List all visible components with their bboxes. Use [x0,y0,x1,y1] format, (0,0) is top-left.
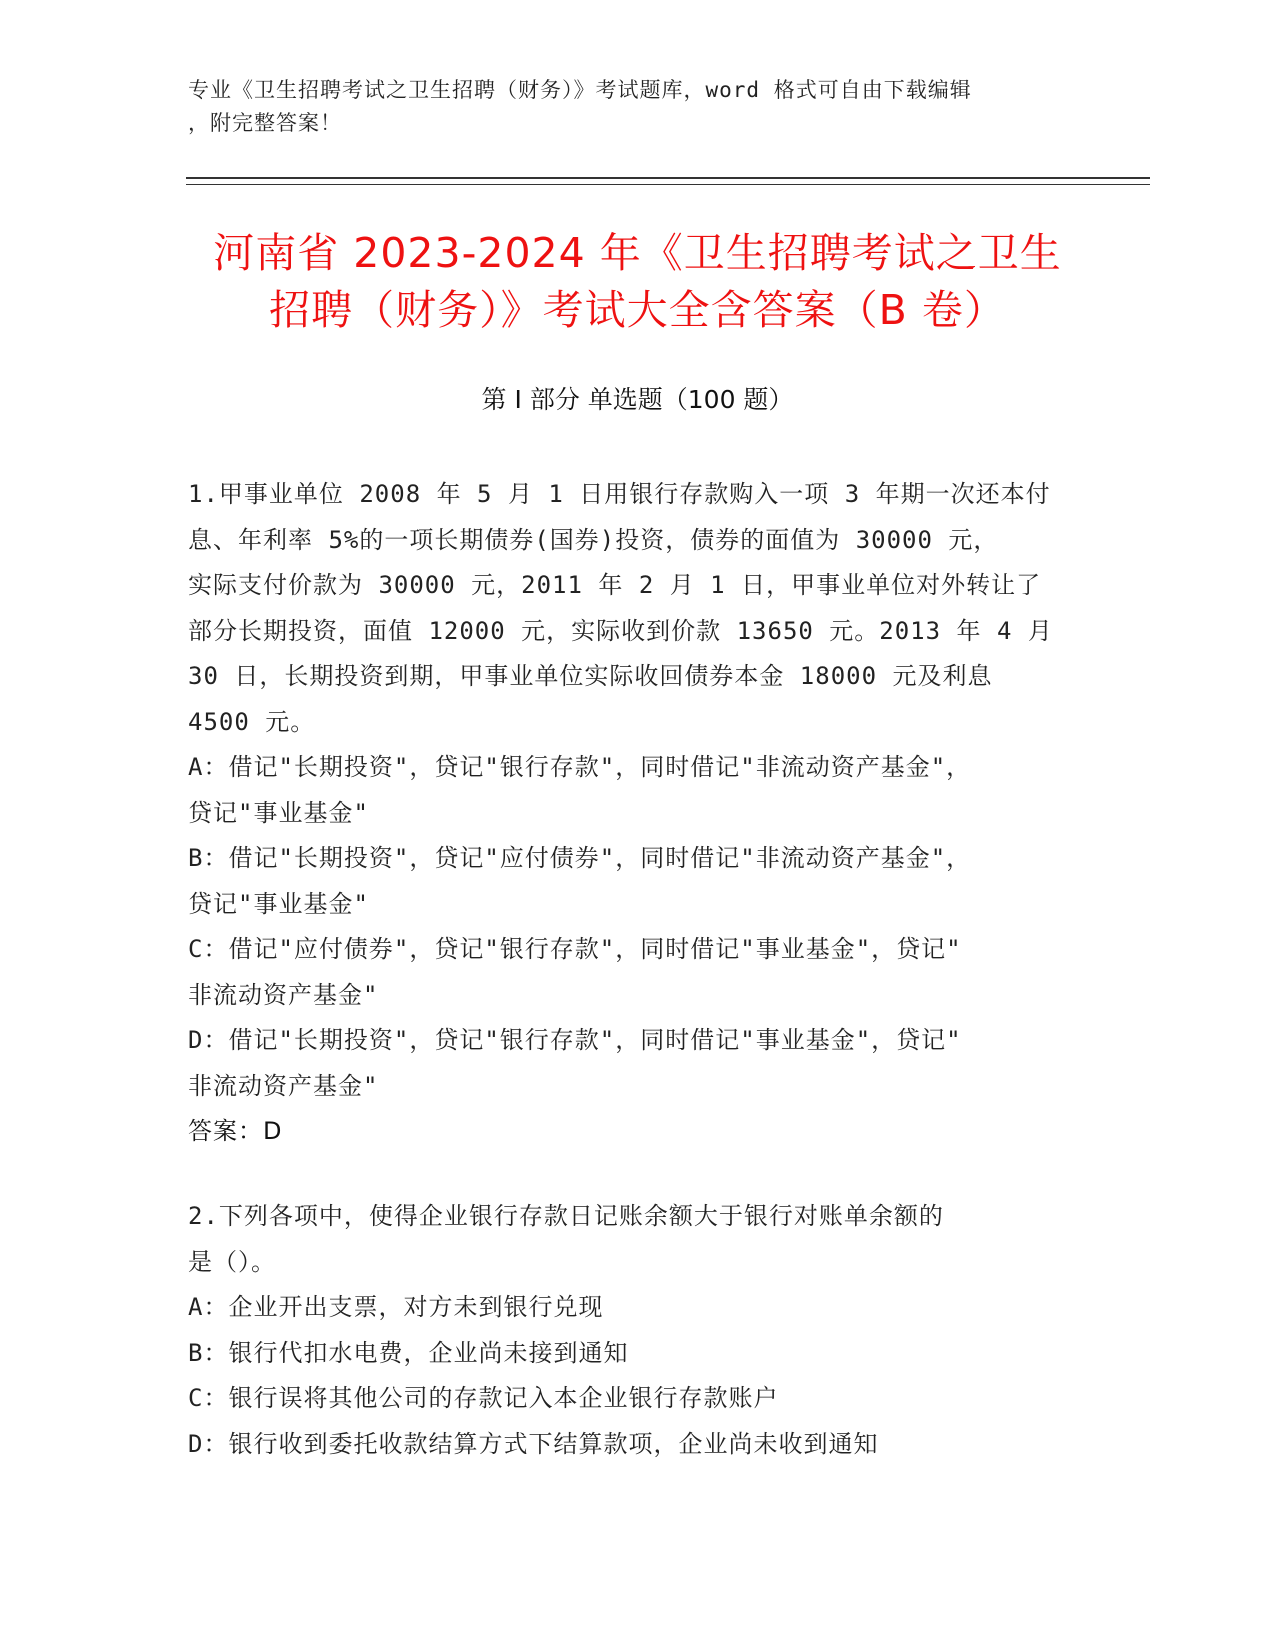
option-c-line: C：银行误将其他公司的存款记入本企业银行存款账户 [188,1384,779,1412]
option-d-line: D：银行收到委托收款结算方式下结算款项，企业尚未收到通知 [188,1429,879,1458]
option-b-line: B：借记"长期投资"，贷记"应付债券"，同时借记"非流动资产基金"， [188,844,972,872]
option-a-line: 贷记"事业基金" [188,798,369,827]
question-stem-line: 息、年利率 5%的一项长期债券(国券)投资，债券的面值为 30000 元， [188,525,999,554]
question-1 [188,472,1068,1155]
section-title: 第 I 部分 单选题（100 题） [481,385,794,414]
header-note [188,74,1088,140]
question-stem-line: 实际支付价款为 30000 元，2011 年 2 月 1 日，甲事业单位对外转让了 [188,571,1042,599]
question-stem-line: 4500 元。 [188,707,316,736]
option-c-line: 非流动资产基金" [188,980,379,1009]
header-note-line: 专业《卫生招聘考试之卫生招聘（财务）》考试题库，word 格式可自由下载编辑 [188,78,972,102]
question-stem-line: 是（）。 [188,1247,276,1276]
document-title [150,225,1125,339]
option-d-line: 非流动资产基金" [188,1071,379,1100]
option-c-line: C：借记"应付债券"，贷记"银行存款"，同时借记"事业基金"，贷记" [188,935,962,963]
title-line: 招聘（财务）》考试大全含答案（B 卷） [269,286,1006,334]
header-divider [186,184,1150,185]
option-b-line: 贷记"事业基金" [188,889,369,918]
header-note-line: ，附完整答案！ [188,111,342,135]
title-line: 河南省 2023-2024 年《卫生招聘考试之卫生 [213,229,1062,277]
question-2 [188,1194,1068,1467]
option-b-line: B：银行代扣水电费，企业尚未接到通知 [188,1338,629,1367]
question-stem-line: 1.甲事业单位 2008 年 5 月 1 日用银行存款购入一项 3 年期一次还本付 [188,480,1051,508]
question-stem-line: 2.下列各项中，使得企业银行存款日记账余额大于银行对账单余额的 [188,1202,944,1230]
header-divider [186,177,1150,179]
question-stem-line: 30 日，长期投资到期，甲事业单位实际收回债券本金 18000 元及利息 [188,662,993,690]
answer-label: 答案：D [188,1117,283,1145]
question-stem-line: 部分长期投资，面值 12000 元，实际收到价款 13650 元。2013 年 4 月 [188,616,1053,645]
option-a-line: A：企业开出支票，对方未到银行兑现 [188,1293,604,1321]
option-a-line: A：借记"长期投资"，贷记"银行存款"，同时借记"非流动资产基金"， [188,753,972,781]
option-d-line: D：借记"长期投资"，贷记"银行存款"，同时借记"事业基金"，贷记" [188,1026,962,1054]
